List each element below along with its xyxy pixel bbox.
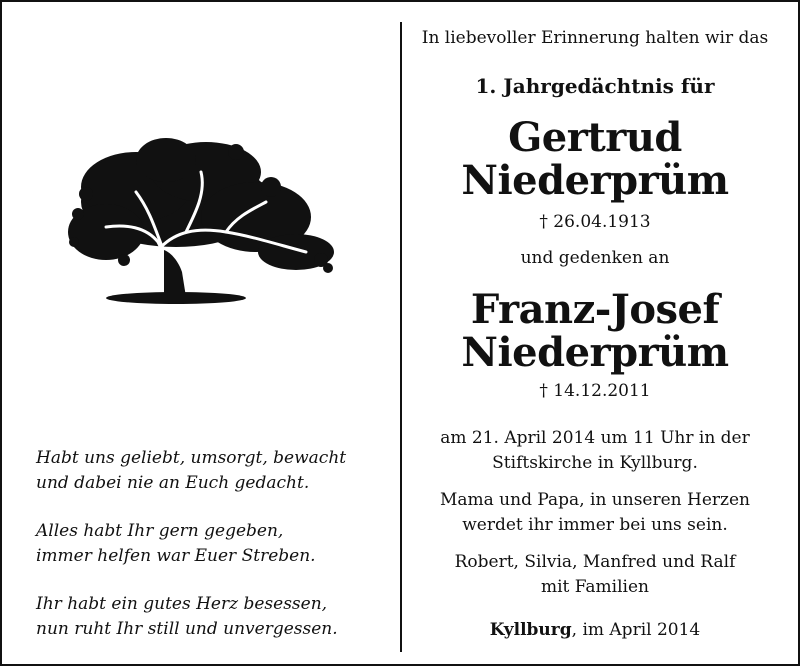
left-panel <box>2 2 400 664</box>
person1-death-date: † 26.04.1913 <box>539 212 651 232</box>
service-line: am 21. April 2014 um 11 Uhr in der <box>440 428 750 448</box>
person2-death-date: † 14.12.2011 <box>539 381 651 401</box>
poem-line: nun ruht Ihr still und unvergessen. <box>36 619 338 639</box>
person1-first-name: Gertrud <box>508 114 682 161</box>
service-line: Stiftskirche in Kyllburg. <box>492 453 698 473</box>
poem-stanza-1 <box>36 446 386 496</box>
poem-line: Alles habt Ihr gern gegeben, <box>36 521 284 541</box>
person1-last-name: Niederprüm <box>461 157 729 204</box>
family-line: mit Familien <box>540 577 649 597</box>
poem-stanza-3 <box>36 592 386 642</box>
poem-stanza-2 <box>36 519 386 569</box>
place-date-text: , im April 2014 <box>571 620 701 640</box>
family-line: Robert, Silvia, Manfred und Ralf <box>454 552 736 572</box>
parents-line: werdet ihr immer bei uns sein. <box>462 515 728 535</box>
poem-line: und dabei nie an Euch gedacht. <box>36 473 310 493</box>
person2-last-name: Niederprüm <box>461 329 729 376</box>
tree-icon <box>66 132 336 312</box>
service-info <box>402 426 788 476</box>
intro-text: In liebevoller Erinnerung halten wir das <box>421 28 769 48</box>
place-date <box>402 620 788 640</box>
anniversary-heading: 1. Jahrgedächtnis für <box>475 74 715 98</box>
right-panel <box>402 2 800 664</box>
poem-line: Ihr habt ein gutes Herz besessen, <box>36 594 328 614</box>
commemorate-text: und gedenken an <box>520 248 670 268</box>
place-town: Kyllburg <box>489 620 572 640</box>
parents-text <box>402 488 788 538</box>
person2-first-name: Franz-Josef <box>470 286 720 333</box>
person2-name <box>402 288 788 374</box>
poem-line: immer helfen war Euer Streben. <box>36 546 316 566</box>
family-signature <box>402 550 788 600</box>
poem-line: Habt uns geliebt, umsorgt, bewacht <box>36 448 347 468</box>
parents-line: Mama und Papa, in unseren Herzen <box>439 490 750 510</box>
person1-name <box>402 116 788 202</box>
poem <box>36 446 386 665</box>
